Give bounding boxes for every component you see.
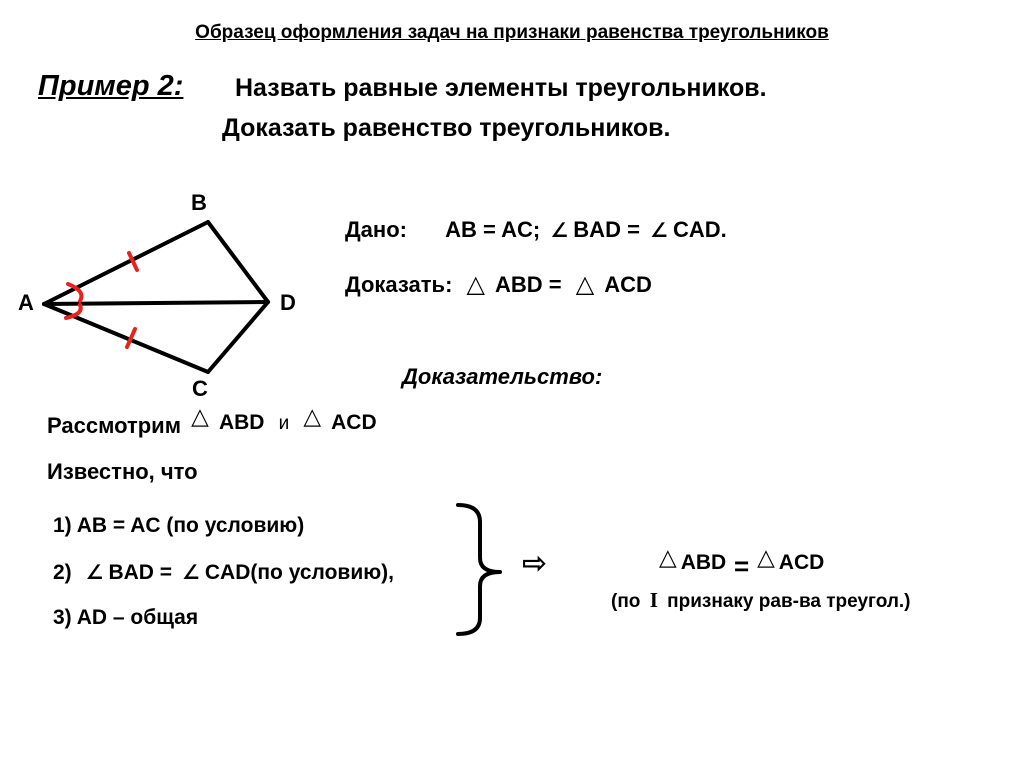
given-cad: CAD.	[672, 217, 727, 242]
given-ab-ac: AB = AC;	[445, 217, 541, 242]
vertex-label-d: D	[280, 290, 296, 315]
proof-item-2-num: 2)	[53, 561, 72, 584]
triangle-icon: △	[466, 271, 485, 298]
triangle-icon: △	[659, 544, 677, 570]
prove-acd: ACD	[604, 272, 652, 297]
task-line-2: Доказать равенство треугольников.	[222, 114, 671, 142]
proof-item-2-bad: BAD =	[108, 561, 173, 584]
conclusion-reason	[611, 588, 911, 613]
angle-icon: ∠	[550, 220, 569, 242]
given-bad: BAD =	[573, 217, 640, 242]
consider-tri2: ACD	[331, 411, 377, 434]
reason-post: признаку рав-ва треугол.)	[667, 591, 911, 612]
proof-title: Доказательство:	[402, 364, 603, 389]
reason-pre: (по	[611, 591, 641, 612]
consider-label: Рассмотрим	[47, 413, 181, 438]
task-line-1: Назвать равные элементы треугольников.	[235, 74, 767, 102]
angle-icon: ∠	[181, 562, 200, 584]
proof-item-1: 1) AB = AC (по условию)	[53, 514, 305, 537]
proof-item-2-cad: CAD(по условию),	[204, 561, 395, 584]
prove-abd: ABD =	[495, 272, 562, 297]
vertex-label-a: A	[18, 290, 34, 315]
angle-icon: ∠	[650, 220, 668, 242]
triangle-icon: △	[757, 544, 775, 570]
triangle-icon: △	[303, 403, 322, 429]
example-label: Пример 2:	[38, 70, 184, 102]
conclusion-equality	[659, 544, 825, 581]
page-header: Образец оформления задач на признаки равенства треугольников	[195, 22, 829, 43]
angle-icon: ∠	[85, 562, 104, 584]
conclusion-tri2: ACD	[778, 551, 825, 574]
proof-item-3: 3) AD – общая	[53, 606, 199, 629]
consider-tri1: ABD	[218, 411, 265, 434]
vertex-label-c: C	[192, 376, 208, 401]
triangle-icon: △	[575, 271, 595, 298]
known-label: Известно, что	[47, 459, 198, 484]
consider-and: и	[278, 413, 290, 434]
conclusion-tri1: ABD	[680, 551, 727, 574]
prove-label: Доказать:	[345, 272, 453, 297]
vertex-label-b: B	[191, 190, 207, 215]
reason-roman-numeral: I	[649, 588, 658, 612]
conclusion-equals: =	[734, 551, 750, 581]
given-label: Дано:	[345, 217, 407, 242]
triangle-icon: △	[191, 403, 209, 429]
implies-arrow-icon: ⇨	[522, 547, 548, 580]
